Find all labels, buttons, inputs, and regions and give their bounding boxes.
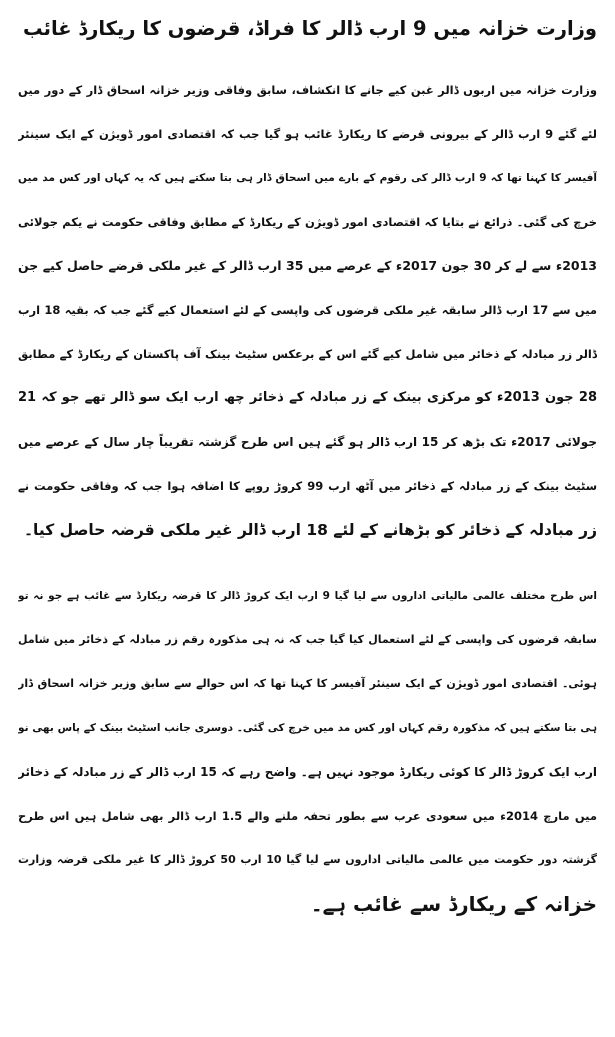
paragraph-1 [18,68,597,552]
text-line: خرچ کی گئی۔ ذرائع نے بتایا کہ اقتصادی امور ڈویژن کے ریکارڈ کے مطابق وفاقی حکومت نے یکم جولائی [18,215,597,229]
text-line: میں مارچ 2014ء میں سعودی عرب سے بطور تحفہ ملنے والے 1.5 ارب ڈالر بھی شامل ہیں اس طرح [18,809,597,823]
text-line: خزانہ کے ریکارڈ سے غائب ہے۔ [310,892,597,916]
text-line: ہی بتا سکتے ہیں کہ مذکورہ رقم کہاں اور کس مد میں خرچ کی گئی۔ دوسری جانب اسٹیٹ بینک کے پاس بھی نو [18,722,597,734]
text-line: میں سے 17 ارب ڈالر سابقہ غیر ملکی قرضوں کی واپسی کے لئے استعمال کیے گئے جب کہ بقیہ 18 ارب [18,303,597,317]
text-line: گزشتہ دور حکومت میں عالمی مالیاتی اداروں سے لیا گیا 10 ارب 50 کروڑ ڈالر کا غیر ملکی قرضہ وزارت [18,853,597,866]
article-headline: وزارت خزانہ میں 9 ارب ڈالر کا فراڈ، قرضوں کا ریکارڈ غائب [23,17,597,40]
text-line: زر مبادلہ کے ذخائر کو بڑھانے کے لئے 18 ارب ڈالر غیر ملکی قرضہ حاصل کیا۔ [23,521,597,539]
paragraph-2 [18,574,597,926]
text-line: ارب ایک کروڑ ڈالر کا کوئی ریکارڈ موجود نہیں ہے۔ واضح رہے کہ 15 ارب ڈالر کے زر مبادلہ کے ذخائر [18,765,597,779]
text-line: 28 جون 2013ء کو مرکزی بینک کے زر مبادلہ کے ذخائر چھ ارب ایک سو ڈالر تھے جو کہ 21 [18,390,597,405]
text-line: سٹیٹ بینک کے زر مبادلہ کے ذخائر میں آٹھ ارب 99 کروڑ روپے کا اضافہ ہوا جب کہ وفاقی حکومت نے [18,479,597,493]
text-line: لئے گئے 9 ارب ڈالر کے بیرونی قرضے کا ریکارڈ غائب ہو گیا جب کہ اقتصادی امور ڈویژن کے ایک سینئر [18,127,597,141]
text-line: 2013ء سے لے کر 30 جون 2017ء کے عرصے میں 35 ارب ڈالر کے غیر ملکی قرضے حاصل کیے جن [18,258,597,273]
text-line: آفیسر کا کہنا تھا کہ 9 ارب ڈالر کی رقوم کے بارے میں اسحاق ڈار ہی بتا سکتے ہیں کہ یہ کہاں اور کس مد میں [18,172,597,184]
text-line: سابقہ قرضوں کی واپسی کے لئے استعمال کیا گیا جب کہ نہ ہی مذکورہ رقم زر مبادلہ کے ذخائر میں شامل [18,633,597,646]
text-line: ہوئی۔ اقتصادی امور ڈویژن کے ایک سینئر آفیسر کا کہنا تھا کہ اس حوالے سے سابق وزیر خزانہ اسحاق ڈار [18,677,597,690]
text-line: جولائی 2017ء تک بڑھ کر 15 ارب ڈالر ہو گئے ہیں اس طرح گزشتہ تقریباً چار سال کے عرصے میں [18,435,597,449]
text-line: اس طرح مختلف عالمی مالیاتی اداروں سے لیا گیا 9 ارب ایک کروڑ ڈالر کا قرضہ ریکارڈ سے غائب ہے جو نہ تو [18,590,597,602]
text-line: ڈالر زر مبادلہ کے ذخائر میں شامل کیے گئے اس کے برعکس سٹیٹ بینک آف پاکستان کے ریکارڈ کے مطابق [18,347,597,361]
text-line: وزارت خزانہ میں اربوں ڈالر غبن کیے جانے کا انکشاف، سابق وفاقی وزیر خزانہ اسحاق ڈار کے دور میں [18,83,597,97]
